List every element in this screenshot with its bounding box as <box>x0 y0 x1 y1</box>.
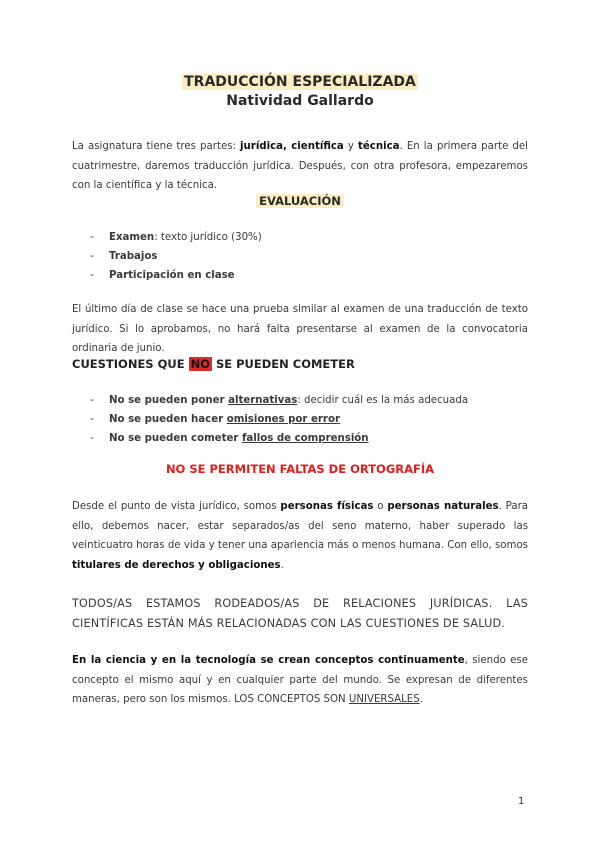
cuestiones-heading: CUESTIONES QUE NO SE PUEDEN COMETER <box>72 357 355 371</box>
evaluacion-list <box>90 228 262 285</box>
cuestiones-list <box>90 391 468 448</box>
evaluacion-heading: EVALUACIÓN <box>0 194 600 208</box>
list-item: - Participación en clase <box>90 266 262 285</box>
relaciones-paragraph: TODOS/AS ESTAMOS RODEADOS/AS DE RELACIONES JURÍDICAS. LAS CIENTÍFICAS ESTÁN MÁS RELACIONADAS CON LAS CUESTIONES DE SALUD. <box>72 597 528 630</box>
document-author: Natividad Gallardo <box>226 93 374 109</box>
document-title: TRADUCCIÓN ESPECIALIZADA <box>184 74 416 90</box>
prueba-paragraph: El último día de clase se hace una prueba similar al examen de una traducción de texto jurídico. Si lo aprobamos, no hará falta presentarse al examen de la convocatoria ordinaria de junio. <box>72 304 528 354</box>
list-item: - No se pueden cometer fallos de comprensión <box>90 429 468 448</box>
ciencia-paragraph: En la ciencia y en la tecnología se crean conceptos continuamente, siendo ese concepto el mismo aquí y en cualquier parte del mundo. Se expresan de diferentes maneras, pero son los mismos. LOS CONCEPTOS SON UNIVERSALES. <box>72 655 528 705</box>
page-number: 1 <box>518 796 525 807</box>
list-item: - No se pueden poner alternativas: decidir cuál es la más adecuada <box>90 391 468 410</box>
ortografia-warning: NO SE PERMITEN FALTAS DE ORTOGRAFÍA <box>165 462 435 476</box>
list-item: - Trabajos <box>90 247 262 266</box>
personas-paragraph: Desde el punto de vista jurídico, somos personas físicas o personas naturales. Para ello, debemos nacer, estar separados/as del seno materno, haber superado las veinticuatro horas de vida y tener una apariencia más o menos humana. Con ello, somos titulares de derechos y obligaciones. <box>72 501 529 571</box>
intro-paragraph: La asignatura tiene tres partes: jurídica, científica y técnica. En la primera parte del cuatrimestre, daremos traducción jurídica. Después, con otra profesora, empezaremos con la científica y la técnica. <box>72 141 528 191</box>
no-highlight: NO <box>190 357 210 371</box>
list-item: - Examen: texto jurídico (30%) <box>90 228 262 247</box>
list-item: - No se pueden hacer omisiones por error <box>90 410 468 429</box>
